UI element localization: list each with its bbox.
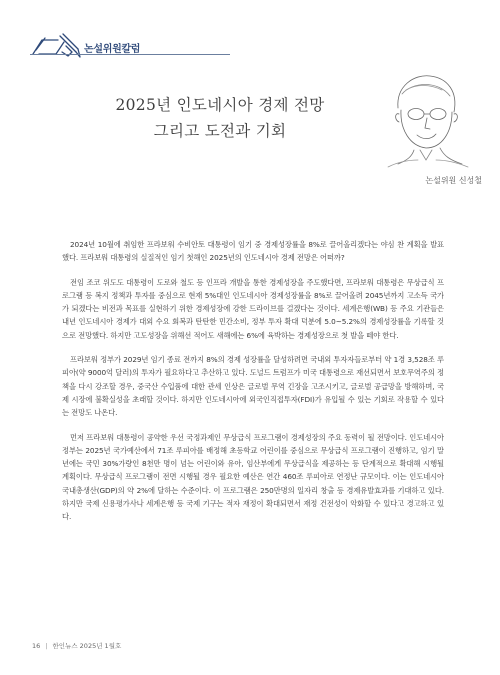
article-title-line-1: 2025년 인도네시아 경제 전망 (115, 96, 325, 114)
article-paragraph: 전임 조코 위도도 대통령이 도로와 철도 등 인프라 개발을 통한 경제성장을 주도했다면, 프라보워 대통령은 무상급식 프로그램 등 복지 정책과 투자를 중심으로 현재 5%대인 인도네시아 경제성장률을 8%로 끌어올려 2045년까지 고소득 국가가 되겠다는 비전과 목표를 실현하기 위한 경제성장에 강한 드라이브를 걸겠다는 것이다. 세계은행(WB) 등 주요 기관들은 내년 인도네시아 경제가 대외 수요 회복과 탄탄한 민간소비, 정부 투자 확대 덕분에 5.0~5.2%의 경제성장률을 기록할 것으로 전망했다. 하지만 고도성장을 위해선 적어도 새해에는 6%에 육박하는 경제성장으로 첫 발을 떼야 한다. (62, 277, 444, 340)
publication-name: 한인뉴스 2025년 1월호 (52, 642, 122, 650)
author-portrait (368, 68, 478, 168)
page-number: 16 (32, 642, 41, 650)
article-paragraph: 프라보워 정부가 2029년 임기 종료 전까지 8%의 경제 성장률을 달성하려면 국내외 투자자들로부터 약 1경 3,528조 루피아(약 9000억 달러)의 투자가 필요하다고 추산하고 있다. 도널드 트럼프가 미국 대통령으로 재선되면서 보호무역주의 정책을 다시 강조할 경우, 중국산 수입품에 대한 관세 인상은 글로벌 무역 긴장을 고조시키고, 글로벌 공급망을 방해하며, 국제 시장에 불확실성을 초래할 것이다. 하지만 인도네시아에 외국인직접투자(FDI)가 유입될 수 있는 기회로 작용할 수 있다는 전망도 나온다. (62, 355, 444, 418)
page-footer (32, 641, 121, 650)
article-paragraph: 2024년 10월에 취임한 프라보워 수비안토 대통령이 임기 중 경제성장률을 8%로 끌어올리겠다는 야심 찬 계획을 발표했다. 프라보워 대통령의 실질적인 임기 첫해인 2025년의 인도네시아 경제 전망은 어떠까? (62, 240, 444, 263)
article-body (62, 238, 444, 535)
article-title (80, 92, 360, 144)
header-divider (30, 54, 230, 55)
section-label: 논설위원칼럼 (84, 44, 141, 55)
article-paragraph: 먼저 프라보워 대통령이 공약한 우선 국정과제인 무상급식 프로그램이 경제성장의 주요 동력이 될 전망이다. 인도네시아 정부는 2025년 국가예산에서 71조 루피아를 배정해 초등학교 어린이를 중심으로 무상급식 프로그램이 진행하고, 임기 말년에는 국민 30%가량인 8천만 명이 넘는 어린이와 유아, 임산부에게 무상급식을 제공하는 등 단계적으로 확대해 시행될 계획이다. 무상급식 프로그램이 전면 시행될 경우 필요한 예산은 연간 460조 루피아로 연정난 규모이다. 이는 인도네시아 국내총생산(GDP)의 약 2%에 달하는 수준이다. 이 프로그램은 250만명의 일자리 창출 등 경제유발효과를 기대하고 있다. 하지만 국제 신용평가사나 세계은행 등 국제 기구는 적자 재정이 확대되면서 재정 건전성이 악화할 수 있다고 경고하고 있다. (62, 432, 444, 522)
footer-separator: | (45, 642, 48, 650)
writing-hand-icon (30, 30, 82, 62)
author-byline: 논설위원 신성철 (425, 176, 482, 185)
article-title-line-2: 그리고 도전과 기회 (153, 122, 287, 140)
